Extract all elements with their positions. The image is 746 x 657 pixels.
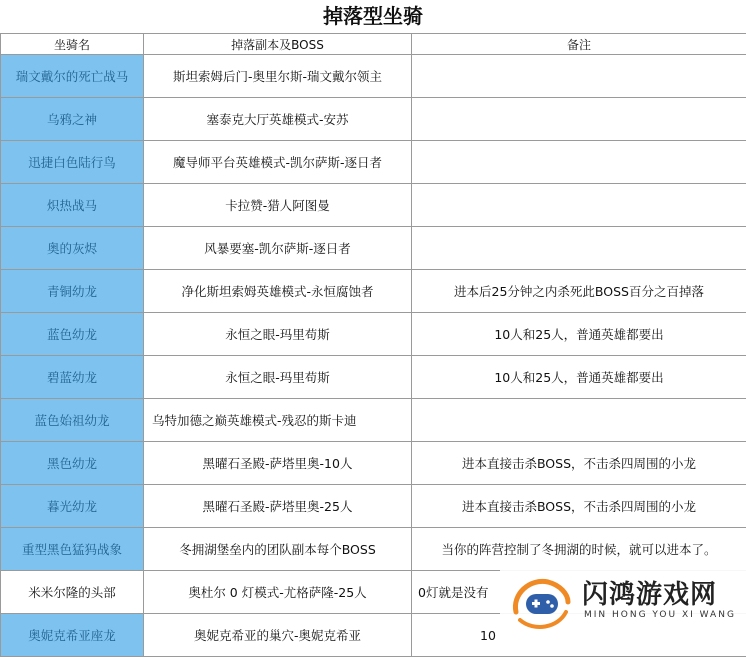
note bbox=[412, 98, 746, 141]
table-row bbox=[1, 270, 746, 313]
note: 10人和25人，普通英雄都要出 bbox=[412, 313, 746, 356]
note: 当你的阵营控制了冬拥湖的时候，就可以进本了。 bbox=[412, 528, 746, 571]
mount-name: 奥妮克希亚座龙 bbox=[1, 614, 144, 657]
header-mount: 坐骑名 bbox=[1, 34, 144, 55]
drop-source: 奥杜尔 0 灯模式-尤格萨隆-25人 bbox=[144, 571, 412, 614]
mount-name: 重型黑色猛犸战象 bbox=[1, 528, 144, 571]
mount-name: 暮光幼龙 bbox=[1, 485, 144, 528]
gamepad-logo-icon bbox=[510, 572, 572, 634]
note bbox=[412, 55, 746, 98]
header-source: 掉落副本及BOSS bbox=[144, 34, 412, 55]
mount-name: 米米尔隆的头部 bbox=[1, 571, 144, 614]
note: 进本直接击杀BOSS，不击杀四周围的小龙 bbox=[412, 485, 746, 528]
drop-source: 黑曜石圣殿-萨塔里奥-10人 bbox=[144, 442, 412, 485]
note: 10人和25人，普通英雄都要出 bbox=[412, 356, 746, 399]
note: 10 bbox=[412, 614, 746, 657]
drop-source: 永恒之眼-玛里苟斯 bbox=[144, 313, 412, 356]
drop-source: 净化斯坦索姆英雄模式-永恒腐蚀者 bbox=[144, 270, 412, 313]
drop-source: 奥妮克希亚的巢穴-奥妮克希亚 bbox=[144, 614, 412, 657]
drop-source: 斯坦索姆后门-奥里尔斯-瑞文戴尔领主 bbox=[144, 55, 412, 98]
table-row bbox=[1, 98, 746, 141]
table-row bbox=[1, 442, 746, 485]
drop-source: 魔导师平台英雄模式-凯尔萨斯-逐日者 bbox=[144, 141, 412, 184]
note bbox=[412, 141, 746, 184]
table-row bbox=[1, 356, 746, 399]
note: 进本直接击杀BOSS，不击杀四周围的小龙 bbox=[412, 442, 746, 485]
mount-drop-table bbox=[0, 33, 746, 657]
mount-name: 瑞文戴尔的死亡战马 bbox=[1, 55, 144, 98]
table-row bbox=[1, 55, 746, 98]
mount-name: 黑色幼龙 bbox=[1, 442, 144, 485]
drop-source: 风暴要塞-凯尔萨斯-逐日者 bbox=[144, 227, 412, 270]
drop-source: 黑曜石圣殿-萨塔里奥-25人 bbox=[144, 485, 412, 528]
table-row bbox=[1, 485, 746, 528]
mount-name: 蓝色始祖幼龙 bbox=[1, 399, 144, 442]
header-row bbox=[1, 34, 746, 55]
drop-source: 乌特加德之巅英雄模式-残忍的斯卡迪 bbox=[144, 399, 412, 442]
table-row bbox=[1, 227, 746, 270]
mount-name: 碧蓝幼龙 bbox=[1, 356, 144, 399]
mount-name: 奥的灰烬 bbox=[1, 227, 144, 270]
table-row bbox=[1, 399, 746, 442]
note: 进本后25分钟之内杀死此BOSS百分之百掉落 bbox=[412, 270, 746, 313]
table-row bbox=[1, 313, 746, 356]
watermark-pinyin: MIN HONG YOU XI WANG bbox=[584, 610, 736, 620]
drop-source: 永恒之眼-玛里苟斯 bbox=[144, 356, 412, 399]
note bbox=[412, 399, 746, 442]
page-title: 掉落型坐骑 bbox=[0, 0, 746, 34]
note bbox=[412, 227, 746, 270]
mount-name: 炽热战马 bbox=[1, 184, 144, 227]
table-row bbox=[1, 528, 746, 571]
table-row bbox=[1, 184, 746, 227]
watermark-site-name: 闪鸿游戏网 bbox=[582, 574, 717, 611]
watermark bbox=[500, 566, 746, 642]
drop-source: 塞泰克大厅英雄模式-安苏 bbox=[144, 98, 412, 141]
drop-source: 卡拉赞-猎人阿图曼 bbox=[144, 184, 412, 227]
note: 0灯就是没有 bbox=[412, 571, 746, 614]
mount-name: 青铜幼龙 bbox=[1, 270, 144, 313]
note bbox=[412, 184, 746, 227]
mount-name: 迅捷白色陆行鸟 bbox=[1, 141, 144, 184]
table-row bbox=[1, 141, 746, 184]
mount-name: 乌鸦之神 bbox=[1, 98, 144, 141]
mount-name: 蓝色幼龙 bbox=[1, 313, 144, 356]
drop-source: 冬拥湖堡垒内的团队副本每个BOSS bbox=[144, 528, 412, 571]
header-note: 备注 bbox=[412, 34, 746, 55]
